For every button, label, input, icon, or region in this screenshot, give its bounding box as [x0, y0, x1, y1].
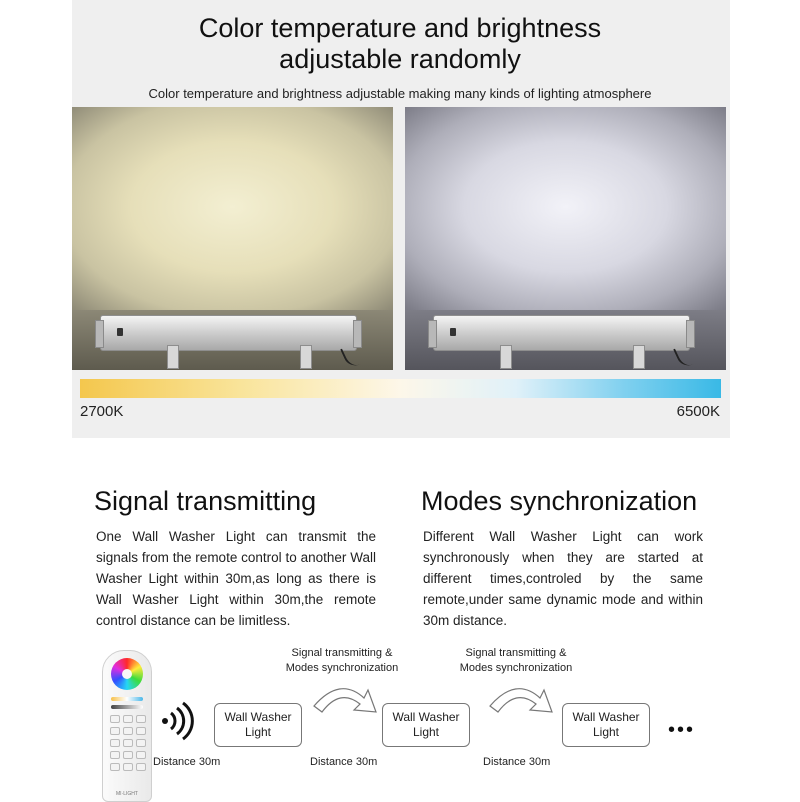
wall-washer-lamp	[433, 315, 690, 351]
node-label: Wall Washer Light	[224, 710, 292, 739]
cct-low-label: 2700K	[80, 403, 124, 420]
modes-heading: Modes synchronization	[421, 486, 698, 516]
lamp-connector	[450, 328, 456, 336]
warm-light-photo	[72, 107, 393, 370]
lamp-bracket	[167, 345, 179, 369]
lamp-connector	[117, 328, 123, 336]
distance-label: Distance 30m	[483, 756, 551, 768]
wall-washer-node	[382, 703, 470, 747]
distance-label: Distance 30m	[153, 756, 221, 768]
lamp-bracket	[633, 345, 645, 369]
title-line-1: Color temperature and brightness	[198, 13, 602, 43]
wall-washer-lamp	[100, 315, 357, 351]
signal-heading: Signal transmitting	[94, 486, 317, 516]
subtitle: Color temperature and brightness adjustable making many kinds of lighting atmosphere	[148, 86, 652, 101]
modes-text: Different Wall Washer Light can work synchronously when they are started at different times,controled by the same remote,under same dynamic mode and within 30m distance.	[423, 529, 703, 628]
remote-control	[102, 650, 152, 802]
cct-slider-icon	[111, 697, 143, 701]
wireless-signal-icon	[160, 701, 196, 741]
color-wheel-icon	[111, 658, 143, 690]
wall-washer-node	[214, 703, 302, 747]
wall-washer-node	[562, 703, 650, 747]
remote-keypad	[110, 715, 144, 771]
curved-arrow-icon	[310, 676, 380, 720]
cool-light-photo	[405, 107, 726, 370]
curved-arrow-icon	[486, 676, 556, 720]
diagram-caption: Signal transmitting & Modes synchronization	[459, 647, 573, 674]
brightness-slider-icon	[111, 705, 143, 709]
diagram-caption: Signal transmitting & Modes synchronization	[285, 647, 399, 674]
cct-high-label: 6500K	[676, 403, 720, 420]
signal-text: One Wall Washer Light can transmit the signals from the remote control to another Wall Washer Light within 30m,as long as there is Wall Washer Light within 30m,the remote control distance can be limitless.	[96, 529, 376, 628]
lamp-end-cap	[95, 320, 104, 348]
remote-brand: MI·LIGHT	[116, 791, 138, 797]
lamp-bracket	[300, 345, 312, 369]
lamp-bracket	[500, 345, 512, 369]
title-line-2: adjustable randomly	[279, 44, 521, 74]
more-dots-icon: •••	[668, 719, 696, 741]
color-temperature-bar	[80, 379, 721, 398]
lamp-end-cap	[428, 320, 437, 348]
distance-label: Distance 30m	[310, 756, 378, 768]
node-label: Wall Washer Light	[392, 710, 460, 739]
node-label: Wall Washer Light	[572, 710, 640, 739]
